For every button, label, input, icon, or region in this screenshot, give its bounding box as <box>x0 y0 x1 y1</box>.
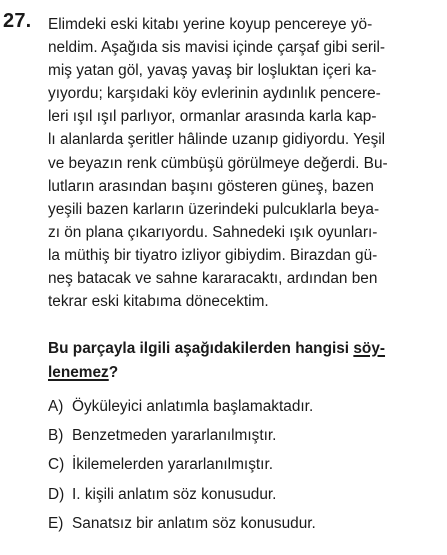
passage-line: miş yatan göl, yavaş yavaş bir loşluktan içeri ka- <box>48 62 377 80</box>
stem-text: Bu parçayla ilgili aşağıdakilerden hangisi <box>48 340 354 357</box>
option-text: Öyküleyici anlatımla başlamaktadır. <box>72 397 314 415</box>
passage <box>48 13 428 313</box>
option-letter: C) <box>48 456 65 474</box>
stem-underlined-word: söy- <box>353 340 386 357</box>
question-number: 27. <box>3 10 32 32</box>
option-d[interactable] <box>48 480 438 509</box>
passage-line: la müthiş bir tiyatro izliyor gibiydim. Birazdan gü- <box>48 246 378 264</box>
passage-line: lı alanlarda şeritler hâlinde uzanıp gidiyordu. Yeşil <box>48 131 386 149</box>
option-text: Sanatsız bir anlatım söz konusudur. <box>72 515 316 533</box>
option-b[interactable] <box>48 421 438 450</box>
option-letter: D) <box>48 485 65 503</box>
stem-underlined-word: lenemez <box>48 364 109 381</box>
passage-line: lutların arasından başını gösteren güneş, bazen <box>48 177 374 195</box>
question-stem <box>48 337 428 385</box>
option-letter: E) <box>48 515 64 533</box>
option-a[interactable] <box>48 392 438 421</box>
option-text: İkilemelerden yararlanılmıştır. <box>72 456 274 474</box>
option-text: Benzetmeden yararlanılmıştır. <box>72 427 277 445</box>
option-c[interactable] <box>48 451 438 480</box>
passage-line: neş batacak ve sahne kararacaktı, ardından ben <box>48 270 378 288</box>
passage-line: zı ön plana çıkarıyordu. Sahnedeki ışık oyunları- <box>48 223 378 241</box>
stem-question-mark: ? <box>108 364 119 381</box>
stem-line-1 <box>48 337 428 361</box>
passage-line: yeşili bazen karların üzerindeki pulcuklarla beya- <box>48 200 380 218</box>
passage-line: neldim. Aşağıda sis mavisi içinde çarşaf gibi seril- <box>48 39 386 57</box>
option-e[interactable] <box>48 510 438 539</box>
passage-line: ve beyazın renk cümbüşü görülmeye değerdi. Bu- <box>48 154 388 172</box>
option-letter: A) <box>48 397 64 415</box>
stem-line-2 <box>48 361 428 385</box>
passage-line: Elimdeki eski kitabı yerine koyup pencereye yö- <box>48 16 373 33</box>
option-text: I. kişili anlatım söz konusudur. <box>72 485 277 503</box>
option-letter: B) <box>48 427 64 445</box>
passage-line: yıyordu; karşıdaki köy evlerinin aydınlık pencere- <box>48 85 381 103</box>
passage-line: tekrar eski kitabıma dönecektim. <box>48 293 269 311</box>
answer-options <box>48 392 438 539</box>
passage-line: leri ışıl ışıl parlıyor, ormanlar arasında karla kap- <box>48 108 377 126</box>
